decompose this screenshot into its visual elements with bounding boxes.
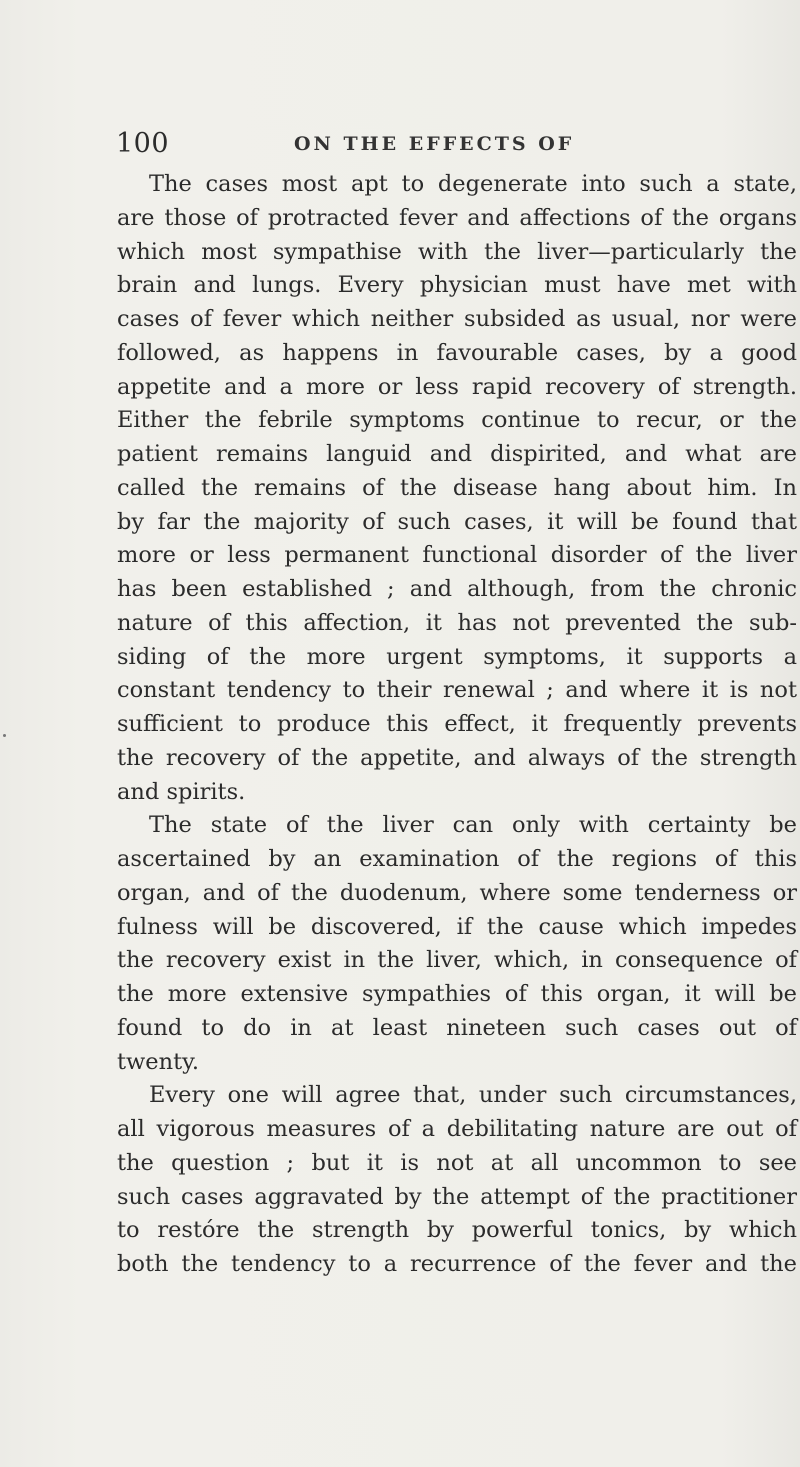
- text-line: are those of protracted fever and affections of the organs: [117, 204, 797, 231]
- text-line: cases of fever which neither subsided as usual, nor were: [117, 306, 797, 332]
- ink-speck: [3, 734, 6, 737]
- text-line: the recovery exist in the liver, which, in consequence of: [117, 947, 797, 974]
- text-line: Either the febrile symptoms continue to recur, or the: [117, 407, 797, 434]
- text-line: which most sympathise with the liver—particularly the: [117, 238, 797, 265]
- text-line: constant tendency to their renewal ; and where it is not: [117, 677, 797, 704]
- text-line: and spirits.: [117, 778, 246, 805]
- text-line: both the tendency to a recurrence of the fever and the: [117, 1251, 797, 1277]
- text-line: has been established ; and although, from the chronic: [117, 576, 797, 602]
- text-line: sufficient to produce this effect, it frequently prevents: [117, 711, 797, 737]
- text-line: patient remains languid and dispirited, and what are: [117, 441, 797, 467]
- text-line: brain and lungs. Every physician must have met with: [117, 272, 797, 299]
- text-line: to restóre the strength by powerful tonics, by which: [117, 1217, 797, 1244]
- text-line: the question ; but it is not at all uncommon to see: [117, 1149, 797, 1176]
- text-line: appetite and a more or less rapid recovery of strength.: [117, 373, 797, 400]
- text-line: organ, and of the duodenum, where some tenderness or: [117, 879, 797, 906]
- text-line: ascertained by an examination of the regions of this: [117, 846, 797, 872]
- text-line: by far the majority of such cases, it will be found that: [117, 508, 797, 535]
- text-line: fulness will be discovered, if the cause which impedes: [117, 913, 797, 940]
- text-line: siding of the more urgent symptoms, it supports a: [117, 643, 797, 670]
- text-line: the more extensive sympathies of this organ, it will be: [117, 981, 797, 1007]
- text-line: all vigorous measures of a debilitating nature are out of: [117, 1116, 797, 1142]
- page-header: [116, 128, 676, 162]
- text-line: found to do in at least nineteen such cases out of: [117, 1014, 797, 1041]
- text-line: The cases most apt to degenerate into such a state,: [149, 171, 797, 197]
- running-title: ON THE EFFECTS OF: [294, 133, 575, 155]
- body-text: [117, 168, 797, 1282]
- text-line: the recovery of the appetite, and always of the strength: [117, 744, 797, 771]
- text-line: more or less permanent functional disorder of the liver: [117, 542, 797, 569]
- text-line: twenty.: [117, 1048, 200, 1075]
- text-line: nature of this affection, it has not prevented the sub-: [117, 609, 797, 636]
- text-line: followed, as happens in favourable cases, by a good: [117, 339, 797, 366]
- text-line: such cases aggravated by the attempt of the practitioner: [117, 1183, 797, 1210]
- page-number: 100: [116, 128, 170, 159]
- text-line: Every one will agree that, under such circumstances,: [149, 1082, 797, 1109]
- text-line: The state of the liver can only with certainty be: [149, 812, 797, 839]
- text-line: called the remains of the disease hang about him. In: [117, 474, 797, 501]
